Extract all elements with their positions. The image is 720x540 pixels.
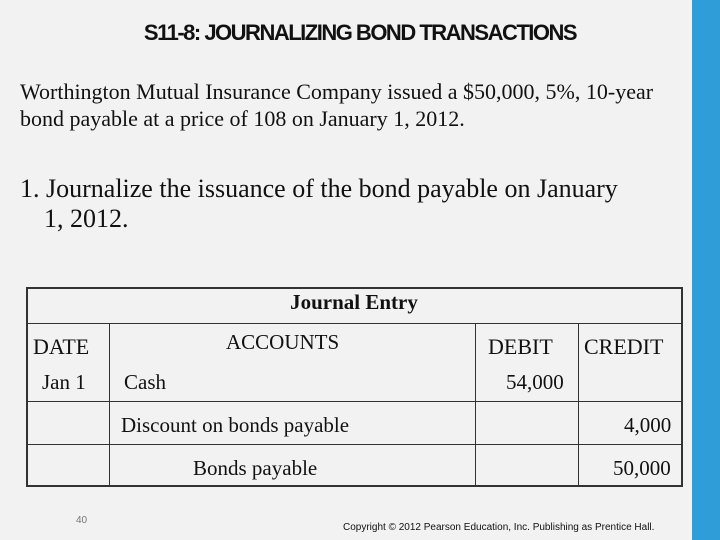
col-header-date: DATE [33,334,90,359]
row-2-account: Discount on bonds payable [121,413,350,437]
row-divider-2 [26,444,683,445]
table-border-left [26,287,28,487]
table-border-top [26,287,683,289]
row-3-account: Bonds payable [193,456,318,480]
journal-header: Journal Entry [290,290,418,314]
row-1-debit: 54,000 [506,370,564,394]
col-divider-accounts [475,323,476,486]
question-line-1: 1. Journalize the issuance of the bond payable on January [20,174,618,203]
header-divider [26,323,683,324]
col-header-credit: CREDIT [584,334,664,359]
question-line-2: 1, 2012. [44,204,129,233]
table-border-right [681,287,683,487]
row-1-date: Jan 1 [42,370,86,394]
table-border-bottom [26,485,683,487]
intro-text: Worthington Mutual Insurance Company issued a $50,000, 5%, 10-year bond payable at a price of 108 on January 1, 2012. [20,79,654,131]
slide-title: S11-8: JOURNALIZING BOND TRANSACTIONS [143,20,577,45]
row-2-credit: 4,000 [624,413,672,437]
row-1-account: Cash [124,370,166,394]
slide-number: 40 [76,515,88,526]
col-divider-date [109,323,110,486]
col-divider-debit [578,323,579,486]
row-divider-1 [26,401,683,402]
col-header-accounts: ACCOUNTS [226,330,340,354]
question-text [20,174,690,234]
accent-bar [692,0,720,540]
copyright-text: Copyright © 2012 Pearson Education, Inc. Publishing as Prentice Hall. [343,522,655,533]
row-3-credit: 50,000 [613,456,671,480]
col-header-debit: DEBIT [488,334,553,359]
